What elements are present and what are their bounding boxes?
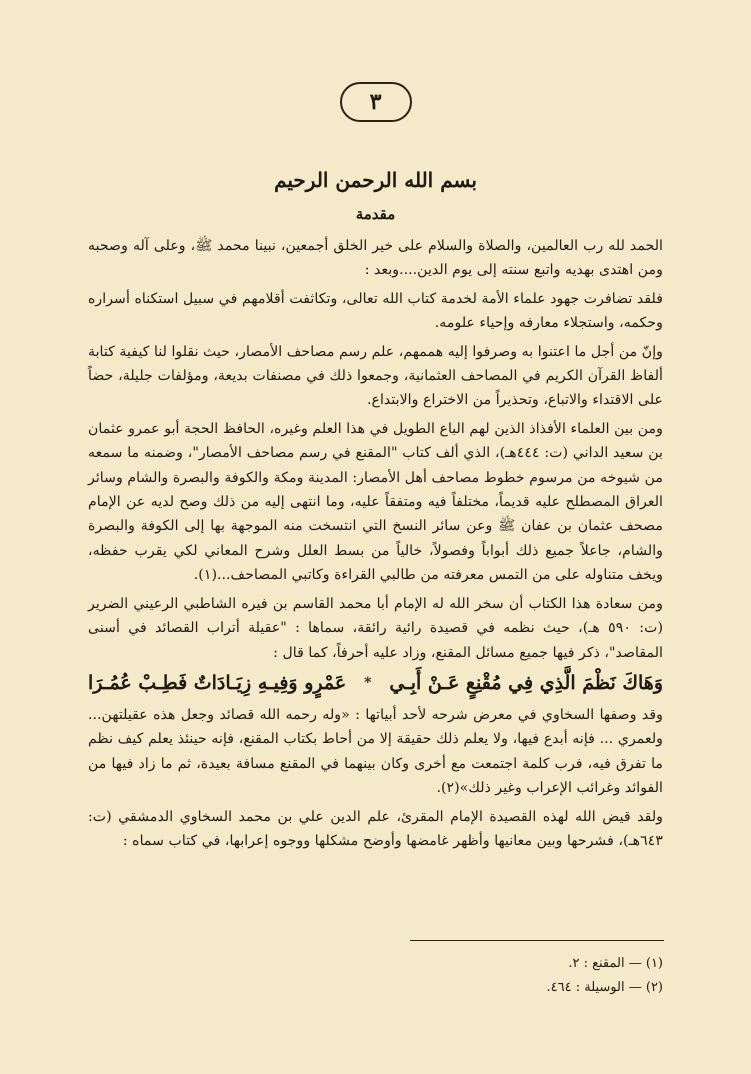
footnotes [546, 952, 663, 1000]
page-number: ٣ [340, 82, 412, 122]
paragraph: وإنّ من أجل ما اعتنوا به وصرفوا إليه هممهم، علم رسم مصاحف الأمصار، حيث نقلوا لنا كيفية كتابة ألفاظ القرآن الكريم في المصاحف العثمانية، وجمعوا ذلك في مصنفات بديعة، ومؤلفات جليلة، حضاً على الاقتداء والاتباع، وتحذيراً من الاختراع والابتداع. [87, 343, 663, 409]
footnote-divider [410, 940, 664, 941]
verse-separator: * [364, 674, 372, 691]
footnote: (٢) — الوسيلة : ٤٦٤. [546, 980, 663, 995]
paragraph: ومن سعادة هذا الكتاب أن سخر الله له الإمام أبا محمد القاسم بن فيره الشاطبي الرعيني الضرير (ت: ٥٩٠ هـ)، حيث نظمه في قصيدة رائية رائقة، سماها : "عقيلة أتراب القصائد في أسنى المقاصد"، ذكر فيها جميع مسائل المقنع، وزاد عليه أحرفاً، كما قال : [88, 595, 663, 661]
basmala: بسم الله الرحمن الرحيم [274, 168, 477, 192]
paragraph: ومن بين العلماء الأفذاذ الذين لهم الباع الطويل في هذا العلم وغيره، الحافظ الحجة أبو عمرو عثمان بن سعيد الداني (ت: ٤٤٤هـ)، الذي ألف كتاب "المقنع في رسم مصاحف الأمصار"، وضمنه ما سمعه من شيوخه من مرسوم خطوط مصاحف أهل الأمصار: المدينة ومكة والكوفة والبصرة والشام وسائر العراق المصطلح عليه قديماً، مختلفاً فيه ومتفقاً عليه، وما انتهى إليه من ذلك وصح لديه عن الإمام مصحف عثمان بن عفان ﷺ وعن سائر النسخ التي انتسخت منه الموجهة بها إلى الكوفة والبصرة والشام، جاعلاً جميع ذلك أبواباً وفصولاً، خالياً من بسط العلل وشرح المعاني لكي يقرب حفظه، ويخف متناوله على من التمس معرفته من طالبي القراءة وكاتبي المصاحف...(١). [88, 420, 663, 584]
paragraph: وقد وصفها السخاوي في معرض شرحه لأحد أبياتها : «وله رحمه الله قصائد وجعل هذه عقيلتهن... ولعمري ... فإنه أبدع فيها، ولا يعلم ذلك حقيقة إلا من أحاط بكتاب المقنع، فإنه حينئذ يعلم كيف نظم ما تفرق فيه، فرب كلمة اجتمعت مع أخرى وكان بينهما في المقنع مسافة بعيدة، ثم ما زاد فيها من الفوائد وغرائب الإعراب وغير ذلك»(٢). [88, 706, 663, 797]
verse-first-hemistich: وَهَاكَ نَظْمَ الَّذِي فِي مُقْنِعٍ عَـنْ أَبِـي [389, 671, 663, 694]
footnote: (١) — المقنع : ٢. [568, 956, 663, 971]
poem-verse [88, 669, 663, 697]
verse-second-hemistich: عَمْرٍو وَفِيـهِ زِيَـادَاتٌ فَطِـبْ عُمُـرَا [88, 671, 347, 694]
paragraph: ولقد قيض الله لهذه القصيدة الإمام المقرئ، علم الدين علي بن محمد السخاوي الدمشقي (ت: ٦٤٣هـ)، فشرحها وبين معانيها وأظهر غامضها وأوضح مشكلها ووجوه إعرابها، في كتاب سماه : [88, 808, 663, 849]
paragraph: الحمد لله رب العالمين، والصلاة والسلام على خير الخلق أجمعين، نبينا محمد ﷺ، وعلى آله وصحبه ومن اهتدى بهديه واتبع سنته إلى يوم الدين....وبعد : [88, 238, 663, 279]
paragraph: فلقد تضافرت جهود علماء الأمة لخدمة كتاب الله تعالى، وتكاثفت أقلامهم في سبيل استكناه أسراره وحكمه، واستجلاء معارفه وإحياء علومه. [88, 290, 663, 332]
page-number-frame [0, 82, 751, 122]
section-heading: مقدمة [355, 205, 396, 223]
body-text [88, 234, 663, 857]
